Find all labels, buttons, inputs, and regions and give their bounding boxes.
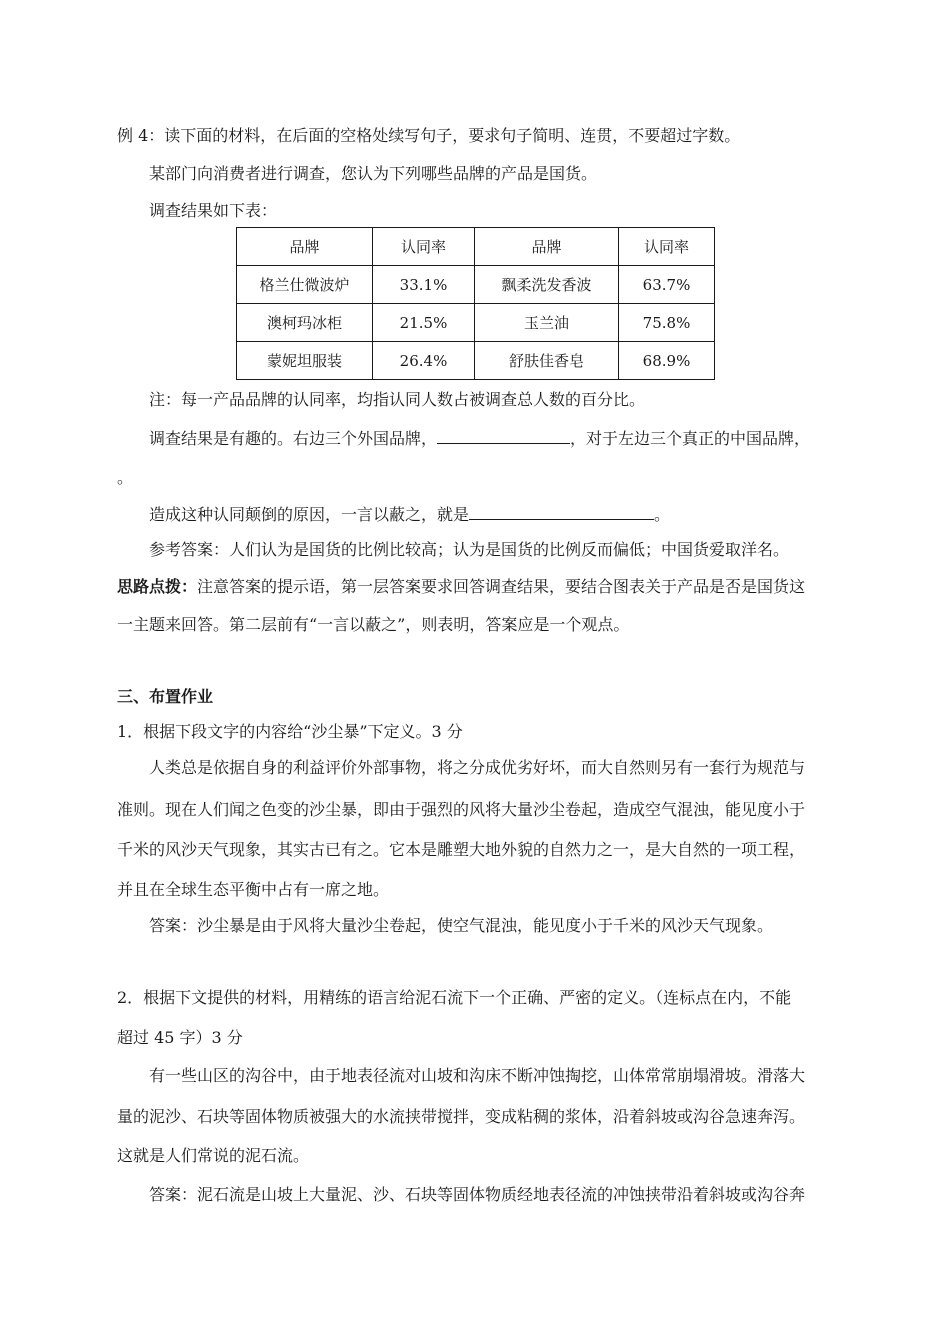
q1-answer: 答案：沙尘暴是由于风将大量沙尘卷起，使空气混浊，能见度小于千米的风沙天气现象。 bbox=[149, 916, 774, 935]
hint-label: 思路点拨： bbox=[117, 577, 198, 596]
q2-passage-line: 有一些山区的沟谷中，由于地表径流对山坡和沟床不断冲蚀掏挖，山体常常崩塌滑坡。滑落大 bbox=[149, 1066, 806, 1085]
table-note: 注：每一产品品牌的认同率，均指认同人数占被调查总人数的百分比。 bbox=[149, 390, 646, 409]
table-cell: 飘柔洗发香波 bbox=[475, 266, 619, 304]
reference-answer: 参考答案：人们认为是国货的比例比较高；认为是国货的比例反而偏低；中国货爱取洋名。 bbox=[149, 540, 790, 559]
q2-question-line-1: 2．根据下文提供的材料，用精练的语言给泥石流下一个正确、严密的定义。（连标点在内，不能 bbox=[117, 988, 792, 1007]
table-cell: 63.7% bbox=[619, 266, 715, 304]
header-cell: 认同率 bbox=[373, 228, 475, 266]
reason-text: 造成这种认同颠倒的原因，一言以蔽之，就是 bbox=[149, 505, 470, 524]
survey-description: 某部门向消费者进行调查，您认为下列哪些品牌的产品是国货。 bbox=[149, 164, 598, 183]
table-cell: 68.9% bbox=[619, 342, 715, 380]
survey-table bbox=[236, 227, 715, 380]
header-cell: 认同率 bbox=[619, 228, 715, 266]
table-header-row bbox=[237, 228, 715, 266]
result-part2: ，对于左边三个真正的中国品牌， bbox=[570, 429, 811, 448]
q2-passage-line: 这就是人们常说的泥石流。 bbox=[117, 1146, 310, 1165]
q2-question-line-2: 超过 45 字）3 分 bbox=[117, 1028, 243, 1047]
hint-line-1 bbox=[117, 576, 805, 598]
table-cell: 玉兰油 bbox=[475, 304, 619, 342]
table-row bbox=[237, 304, 715, 342]
table-cell: 21.5% bbox=[373, 304, 475, 342]
table-cell: 26.4% bbox=[373, 342, 475, 380]
table-row bbox=[237, 342, 715, 380]
table-cell: 33.1% bbox=[373, 266, 475, 304]
table-row bbox=[237, 266, 715, 304]
table-caption: 调查结果如下表： bbox=[149, 201, 278, 220]
q1-passage-line: 人类总是依据自身的利益评价外部事物，将之分成优劣好坏，而大自然则另有一套行为规范与 bbox=[149, 758, 806, 777]
table-cell: 舒肤佳香皂 bbox=[475, 342, 619, 380]
q1-passage-line: 准则。现在人们闻之色变的沙尘暴，即由于强烈的风将大量沙尘卷起，造成空气混浊，能见度小于 bbox=[117, 800, 806, 819]
reason-sentence bbox=[149, 503, 670, 526]
table-cell: 澳柯玛冰柜 bbox=[237, 304, 373, 342]
q2-passage-line: 量的泥沙、石块等固体物质被强大的水流挟带搅拌，变成粘稠的浆体，沿着斜坡或沟谷急速奔泻。 bbox=[117, 1107, 806, 1126]
result-sentence bbox=[149, 427, 810, 450]
hint-text-1: 注意答案的提示语，第一层答案要求回答调查结果，要结合图表关于产品是否是国货这 bbox=[197, 577, 806, 596]
header-cell: 品牌 bbox=[475, 228, 619, 266]
table-cell: 蒙妮坦服装 bbox=[237, 342, 373, 380]
homework-heading: 三、布置作业 bbox=[117, 687, 214, 706]
hint-line-2: 一主题来回答。第二层前有“一言以蔽之”，则表明，答案应是一个观点。 bbox=[117, 615, 630, 634]
header-cell: 品牌 bbox=[237, 228, 373, 266]
q2-answer: 答案：泥石流是山坡上大量泥、沙、石块等固体物质经地表径流的冲蚀挟带沿着斜坡或沟谷奔 bbox=[149, 1185, 806, 1204]
result-part1: 调查结果是有趣的。右边三个外国品牌， bbox=[149, 429, 438, 448]
q1-passage-line: 并且在全球生态平衡中占有一席之地。 bbox=[117, 880, 390, 899]
reason-end: 。 bbox=[654, 505, 671, 524]
table-cell: 格兰仕微波炉 bbox=[237, 266, 373, 304]
example-intro: 例 4：读下面的材料，在后面的空格处续写句子，要求句子简明、连贯，不要超过字数。 bbox=[117, 126, 741, 145]
answer-blank-1[interactable] bbox=[437, 427, 570, 444]
result-end: 。 bbox=[117, 468, 134, 487]
q1-question: 1．根据下段文字的内容给“沙尘暴”下定义。3 分 bbox=[117, 722, 463, 741]
table-cell: 75.8% bbox=[619, 304, 715, 342]
q1-passage-line: 千米的风沙天气现象，其实古已有之。它本是雕塑大地外貌的自然力之一，是大自然的一项工程， bbox=[117, 840, 806, 859]
answer-blank-2[interactable] bbox=[469, 503, 654, 520]
